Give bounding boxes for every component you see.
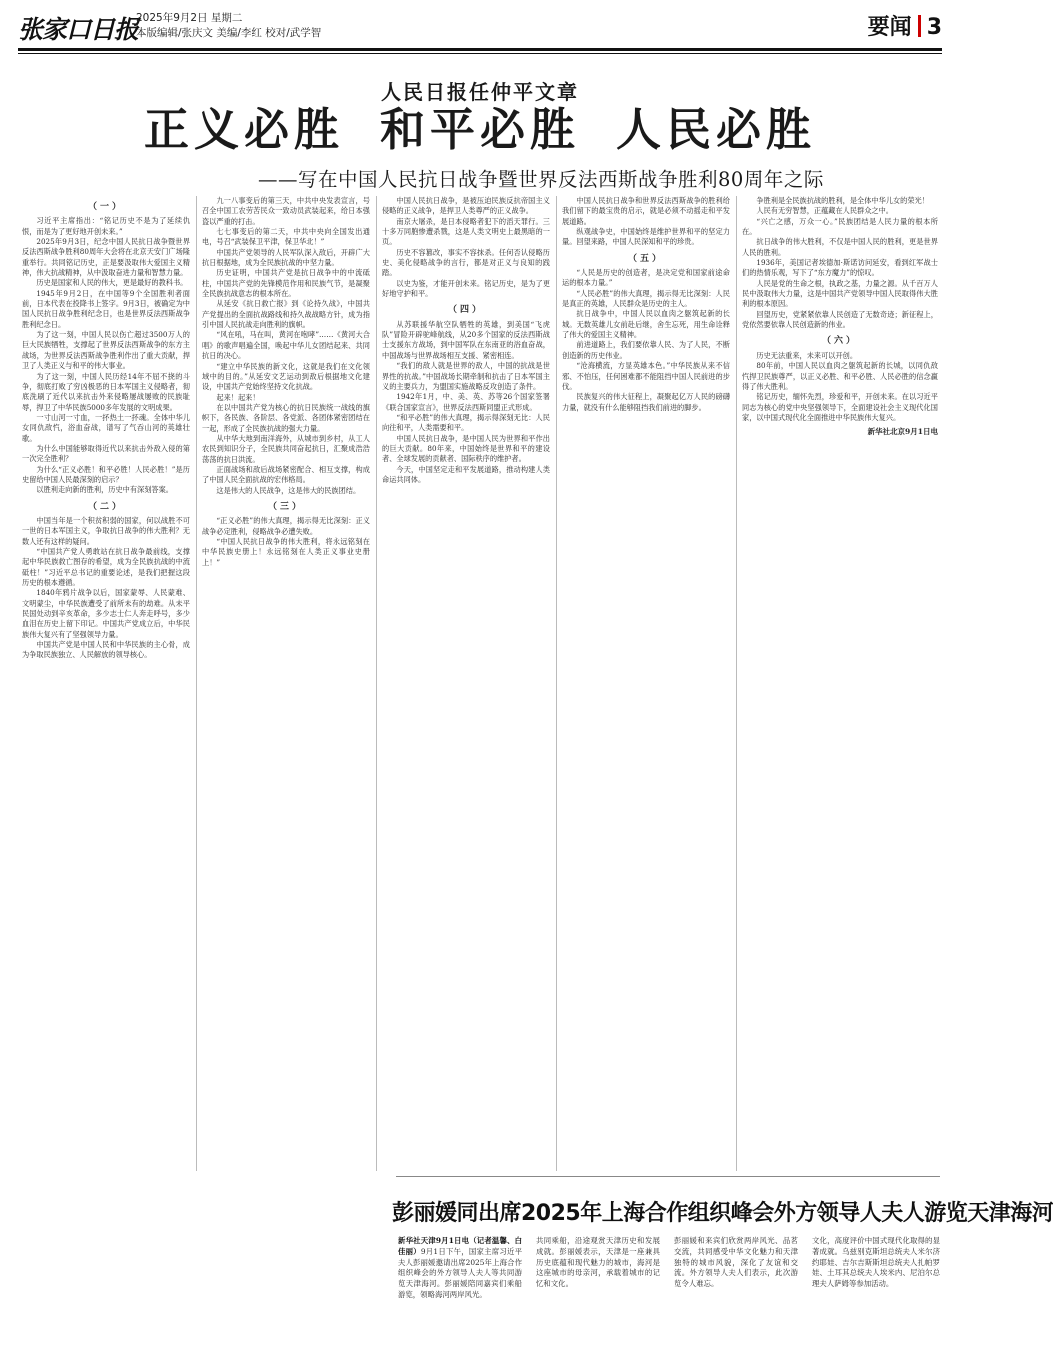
story2-column-2 xyxy=(536,1236,660,1348)
issue-date: 2025年9月2日 星期二 xyxy=(136,12,243,24)
paragraph: 从延安《抗日救亡报》到《论持久战》，中国共产党提出的全面抗战路线和持久战战略方针，成为指引中国人民抗战走向胜利的旗帜。 xyxy=(202,299,370,330)
story2-dateline: 新华社天津9月1日电（记者温馨、白佳丽） xyxy=(398,1236,522,1256)
article-column-1 xyxy=(22,196,190,1171)
story2-text: 文化，高度评价中国式现代化取得的显著成就。乌兹别克斯坦总统夫人米尔济约耶娃、吉尔吉斯斯坦总统夫人扎帕罗娃、土耳其总统夫人埃米内、尼泊尔总理夫人萨姆等参加活动。 xyxy=(812,1236,940,1289)
paragraph: “人民必胜”的伟大真理，揭示得无比深刻：人民是真正的英雄，人民群众是历史的主人。 xyxy=(562,288,730,309)
paragraph: 起来！起来！ xyxy=(216,392,260,402)
paragraph: 前进道路上，我们要依靠人民、为了人民，不断创造新的历史伟业。 xyxy=(562,340,730,360)
paragraph: 中国共产党领导的人民军队深入敌后，开辟广大抗日根据地，成为全民族抗战的中坚力量。 xyxy=(202,247,370,268)
paragraph: 这是伟大的人民战争，这是伟大的民族团结。 xyxy=(216,485,361,495)
section-label xyxy=(868,10,942,41)
paragraph: “中国共产党人勇敢站在抗日战争最前线，支撑起中华民族救亡图存的希望，成为全民族抗战的中流砥柱！”习近平总书记的重要论述，是我们把握这段历史的根本遵循。 xyxy=(22,547,190,588)
paragraph: 为什么中国能够取得近代以来抗击外敌入侵的第一次完全胜利？ xyxy=(22,443,190,464)
paragraph: “中国人民抗日战争的伟大胜利，将永远铭刻在中华民族史册上！永远铭刻在人类正义事业史册上！” xyxy=(202,537,370,567)
article-byline: 新华社北京9月1日电 xyxy=(867,427,938,437)
section-mark-4: （四） xyxy=(447,305,484,316)
paragraph: “风在吼，马在叫，黄河在咆哮”……《黄河大合唱》的歌声唱遍全国，唤起中华儿女团结起来、共同抗日的决心。 xyxy=(202,330,370,361)
paragraph: 人民是党的生命之根，执政之基，力量之源。从千百万人民中汲取伟大力量，这是中国共产党领导中国人民取得伟大胜利的根本原因。 xyxy=(742,278,938,309)
paragraph: 中国人民抗日战争和世界反法西斯战争的胜利给我们留下的最宝贵的启示，就是必须不动摇走和平发展道路。 xyxy=(562,196,730,226)
issue-meta xyxy=(136,11,321,41)
article-headline xyxy=(0,100,960,160)
paragraph: 为了这一刻，中国人民历经14年不屈不挠的斗争，彻底打败了穷凶极恶的日本军国主义侵略者，彻底洗刷了近代以来抗击外来侵略屡战屡败的民族耻辱，捍卫了中华民族5000多年发展的文明成果。 xyxy=(22,371,190,412)
story2-column-3 xyxy=(674,1236,798,1348)
paragraph: 从苏联援华航空队牺牲的英雄，到美国“飞虎队”冒险开辟驼峰航线，从20多个国家的反法西斯战士支援东方战场，到中国军队在东南亚的浴血奋战，中国战场与世界战场相互支援、紧密相连。 xyxy=(382,319,550,360)
story2-headline: 彭丽媛同出席2025年上海合作组织峰会外方领导人夫人游览天津海河 xyxy=(392,1201,1053,1226)
paragraph: 以史为鉴，才能开创未来。铭记历史，是为了更好地守护和平。 xyxy=(382,278,550,299)
section-divider xyxy=(918,15,921,37)
section-mark-3: （三） xyxy=(267,501,304,512)
paragraph: 铭记历史，缅怀先烈，珍爱和平，开创未来。在以习近平同志为核心的党中央坚强领导下，全面建设社会主义现代化国家，以中国式现代化全面推进中华民族伟大复兴。 xyxy=(742,392,938,422)
story2-text: 彭丽媛和来宾们欣赏两岸风光、品茗交流，共同感受中华文化魅力和天津独特的城市风貌，深化了友谊和交流。外方领导人夫人们表示，此次游览令人难忘。 xyxy=(674,1236,798,1289)
paragraph: 80年前，中国人民以血肉之躯筑起新的长城，以同仇敌忾捍卫民族尊严，以正义必胜、和平必胜、人民必胜的信念赢得了伟大胜利。 xyxy=(742,361,938,391)
newspaper-logo: 张家口日报 xyxy=(18,15,139,44)
paragraph: 七七事变后的第二天，中共中央向全国发出通电，号召“武装保卫平津，保卫华北！” xyxy=(202,227,370,247)
paragraph: 争胜利是全民族抗战的胜利，是全体中华儿女的荣光！ xyxy=(756,196,929,205)
paragraph: 中国共产党是中国人民和中华民族的主心骨，成为争取民族独立、人民解放的领导核心。 xyxy=(22,640,190,660)
column-rule xyxy=(556,196,557,1171)
paragraph: 九一八事变后的第三天，中共中央发表宣言，号召全中国工农劳苦民众一致动员武装起来，给日本强盗以严重的打击。 xyxy=(202,196,370,226)
paragraph: 1942年1月，中、美、英、苏等26个国家签署《联合国家宣言》，世界反法西斯同盟正式形成。 xyxy=(382,392,550,412)
paragraph: 为了这一刻，中国人民以伤亡超过3500万人的巨大民族牺牲，支撑起了世界反法西斯战争的东方主战场，为世界反法西斯战争胜利作出了重大贡献，捍卫了人类正义与和平的伟大事业。 xyxy=(22,330,190,371)
paragraph: “人民是历史的创造者，是决定党和国家前途命运的根本力量。” xyxy=(562,268,730,288)
headline-part-peace: 和平必胜 xyxy=(379,103,580,156)
paragraph: “正义必胜”的伟大真理，揭示得无比深刻：正义战争必定胜利，侵略战争必遭失败。 xyxy=(202,516,370,536)
paragraph: 为什么“正义必胜！和平必胜！人民必胜！”是历史留给中国人民最深刻的启示？ xyxy=(22,464,190,484)
paragraph: 历史证明，中国共产党是抗日战争中的中流砥柱，中国共产党的先锋模范作用和民族气节，是凝聚全民族抗战意志的根本所在。 xyxy=(202,268,370,299)
story-divider xyxy=(396,1176,940,1177)
column-rule xyxy=(376,196,377,1171)
headline-part-justice: 正义必胜 xyxy=(143,103,344,156)
paragraph: 今天，中国坚定走和平发展道路，推动构建人类命运共同体。 xyxy=(382,464,550,484)
masthead-rule xyxy=(18,48,942,51)
story2-column-4 xyxy=(812,1236,940,1348)
paragraph: 在以中国共产党为核心的抗日民族统一战线的旗帜下，各民族、各阶层、各党派、各团体紧密团结在一起，形成了全民族抗战的强大力量。 xyxy=(202,402,370,433)
paragraph: 历史不容篡改，事实不容抹杀。任何否认侵略历史、美化侵略战争的言行，都是对正义与良知的践踏。 xyxy=(382,247,550,278)
paragraph: 习近平主席指出：“铭记历史不是为了延续仇恨，而是为了更好地开创未来。” xyxy=(22,216,190,236)
paragraph: 正面战场和敌后战场紧密配合、相互支撑，构成了中国人民全面抗战的宏伟格局。 xyxy=(202,464,370,485)
paragraph: 从中华大地到南洋海外，从城市到乡村，从工人农民到知识分子，全民族共同奋起抗日，汇聚成浩浩荡荡的抗日洪流。 xyxy=(202,433,370,464)
page-number: 3 xyxy=(926,15,942,40)
paragraph: 民族复兴的伟大征程上，凝聚起亿万人民的磅礴力量，就没有什么能够阻挡我们前进的脚步。 xyxy=(562,392,730,412)
paragraph: 1945年9月2日，在中国等9个全国胜利者面前，日本代表在投降书上签字。9月3日，被确定为中国人民抗日战争胜利纪念日，也是世界反法西斯战争胜利纪念日。 xyxy=(22,288,190,329)
column-rule xyxy=(736,196,737,1171)
story2-text: 9月1日下午，国家主席习近平夫人彭丽媛邀请出席2025年上海合作组织峰会的外方领导人夫人等共同游览天津海河。彭丽媛陪同嘉宾们乘船游览，领略海河两岸风光。 xyxy=(398,1246,522,1299)
paragraph: 回望历史，党紧紧依靠人民创造了无数奇迹；新征程上，党依然要依靠人民创造新的伟业。 xyxy=(742,309,938,330)
article-column-2 xyxy=(202,196,370,1171)
paragraph: “和平必胜”的伟大真理，揭示得深刻无比：人民向往和平，人类需要和平。 xyxy=(382,412,550,433)
section-mark-1: （一） xyxy=(87,202,124,212)
paragraph: 抗日战争中，中国人民以血肉之躯筑起新的长城。无数英雄儿女前赴后继，舍生忘死，用生命诠释了伟大的爱国主义精神。 xyxy=(562,309,730,340)
section-mark-5: （五） xyxy=(627,253,664,264)
paragraph: “建立中华民族的新文化，这就是我们在文化领域中的目的。”从延安文艺运动到敌后根据地文化建设，中国共产党始终坚持文化抗战。 xyxy=(202,361,370,392)
paragraph: 历史是国家和人民的伟大，更是最好的教科书。 xyxy=(36,278,188,288)
paragraph: 历史无法重来，未来可以开创。 xyxy=(756,350,858,360)
section-name: 要闻 xyxy=(867,15,912,40)
masthead xyxy=(18,10,942,48)
story2-column-1 xyxy=(398,1236,522,1348)
paragraph: 人民有无穷智慧，正蕴藏在人民群众之中。 xyxy=(756,206,893,216)
paragraph: 1840年鸦片战争以后，国家蒙辱、人民蒙难、文明蒙尘，中华民族遭受了前所未有的劫难。从未平民国处动到辛亥革命，多少志士仁人奔走呼号，多少血泪在历史上留下印记。中国共产党成立后，中华民族伟大复兴有了坚强领导力量。 xyxy=(22,588,190,639)
section-mark-2: （二） xyxy=(87,501,124,512)
article-body xyxy=(22,196,940,1171)
paragraph: “兴亡之感，万众一心。”民族团结是人民力量的根本所在。 xyxy=(742,216,938,237)
paragraph: “沧海横流，方显英雄本色。”中华民族从来不信邪、不怕压，任何困难都不能阻挡中国人民前进的步伐。 xyxy=(562,361,730,391)
paragraph: 1936年，美国记者埃德加·斯诺访问延安，看到红军战士们的热情乐观，写下了“东方魔力”的惊叹。 xyxy=(742,258,938,278)
section-mark-6: （六） xyxy=(821,336,858,347)
paragraph: 抗日战争的伟大胜利，不仅是中国人民的胜利，更是世界人民的胜利。 xyxy=(742,237,938,257)
paragraph: 以胜利走向新的胜利，历史中有深刻答案。 xyxy=(36,485,173,495)
article-column-4 xyxy=(562,196,730,1171)
article-column-3 xyxy=(382,196,550,1171)
headline-part-people: 人民必胜 xyxy=(616,103,817,156)
article-column-5 xyxy=(742,196,938,1171)
article-kicker: 人民日报任仲平文章 xyxy=(381,80,579,104)
staff-credits: 本版编辑/张庆文 美编/李红 校对/武学智 xyxy=(136,27,322,39)
paragraph: 中国人民抗日战争，是中国人民为世界和平作出的巨大贡献。80年来，中国始终是世界和平的建设者、全球发展的贡献者、国际秩序的维护者。 xyxy=(382,433,550,464)
paragraph: 南京大屠杀，是日本侵略者犯下的滔天罪行。三十多万同胞惨遭杀戮，这是人类文明史上最黑暗的一页。 xyxy=(382,216,550,247)
column-rule xyxy=(196,196,197,1171)
paragraph: 2025年9月3日，纪念中国人民抗日战争暨世界反法西斯战争胜利80周年大会将在北京天安门广场隆重举行。共同铭记历史，正是要汲取伟大爱国主义精神，伟大抗战精神，从中汲取奋进力量和智慧力量。 xyxy=(22,237,190,278)
story2-text: 共同乘船，沿途观赏天津历史和发展成就。彭丽媛表示，天津是一座兼具历史底蕴和现代魅力的城市，海河是这座城市的母亲河，承载着城市的记忆和文化。 xyxy=(536,1236,660,1289)
paragraph: 纵观战争史，中国始终是维护世界和平的坚定力量。回望来路，中国人民深知和平的珍贵。 xyxy=(562,227,730,247)
paragraph: “我们的敌人就是世界的敌人，中国的抗战是世界性的抗战。”中国战场长期牵制和抗击了日本军国主义的主要兵力，为盟国实施战略反攻创造了条件。 xyxy=(382,361,550,391)
masthead-rule-thin xyxy=(18,53,942,54)
paragraph: 中国当年是一个积贫积弱的国家，何以战胜不可一世的日本军国主义，争取抗日战争的伟大胜利？无数人还有这样的疑问。 xyxy=(22,515,190,546)
article-subtitle: ——写在中国人民抗日战争暨世界反法西斯战争胜利80周年之际 xyxy=(258,168,824,191)
story2-body xyxy=(398,1236,940,1348)
paragraph: 中国人民抗日战争，是被压迫民族反抗帝国主义侵略的正义战争，是捍卫人类尊严的正义战争。 xyxy=(382,196,550,216)
paragraph: 一寸山河一寸血，一抔热土一抔魂。全体中华儿女同仇敌忾，浴血奋战，谱写了气吞山河的英雄壮歌。 xyxy=(22,412,190,443)
